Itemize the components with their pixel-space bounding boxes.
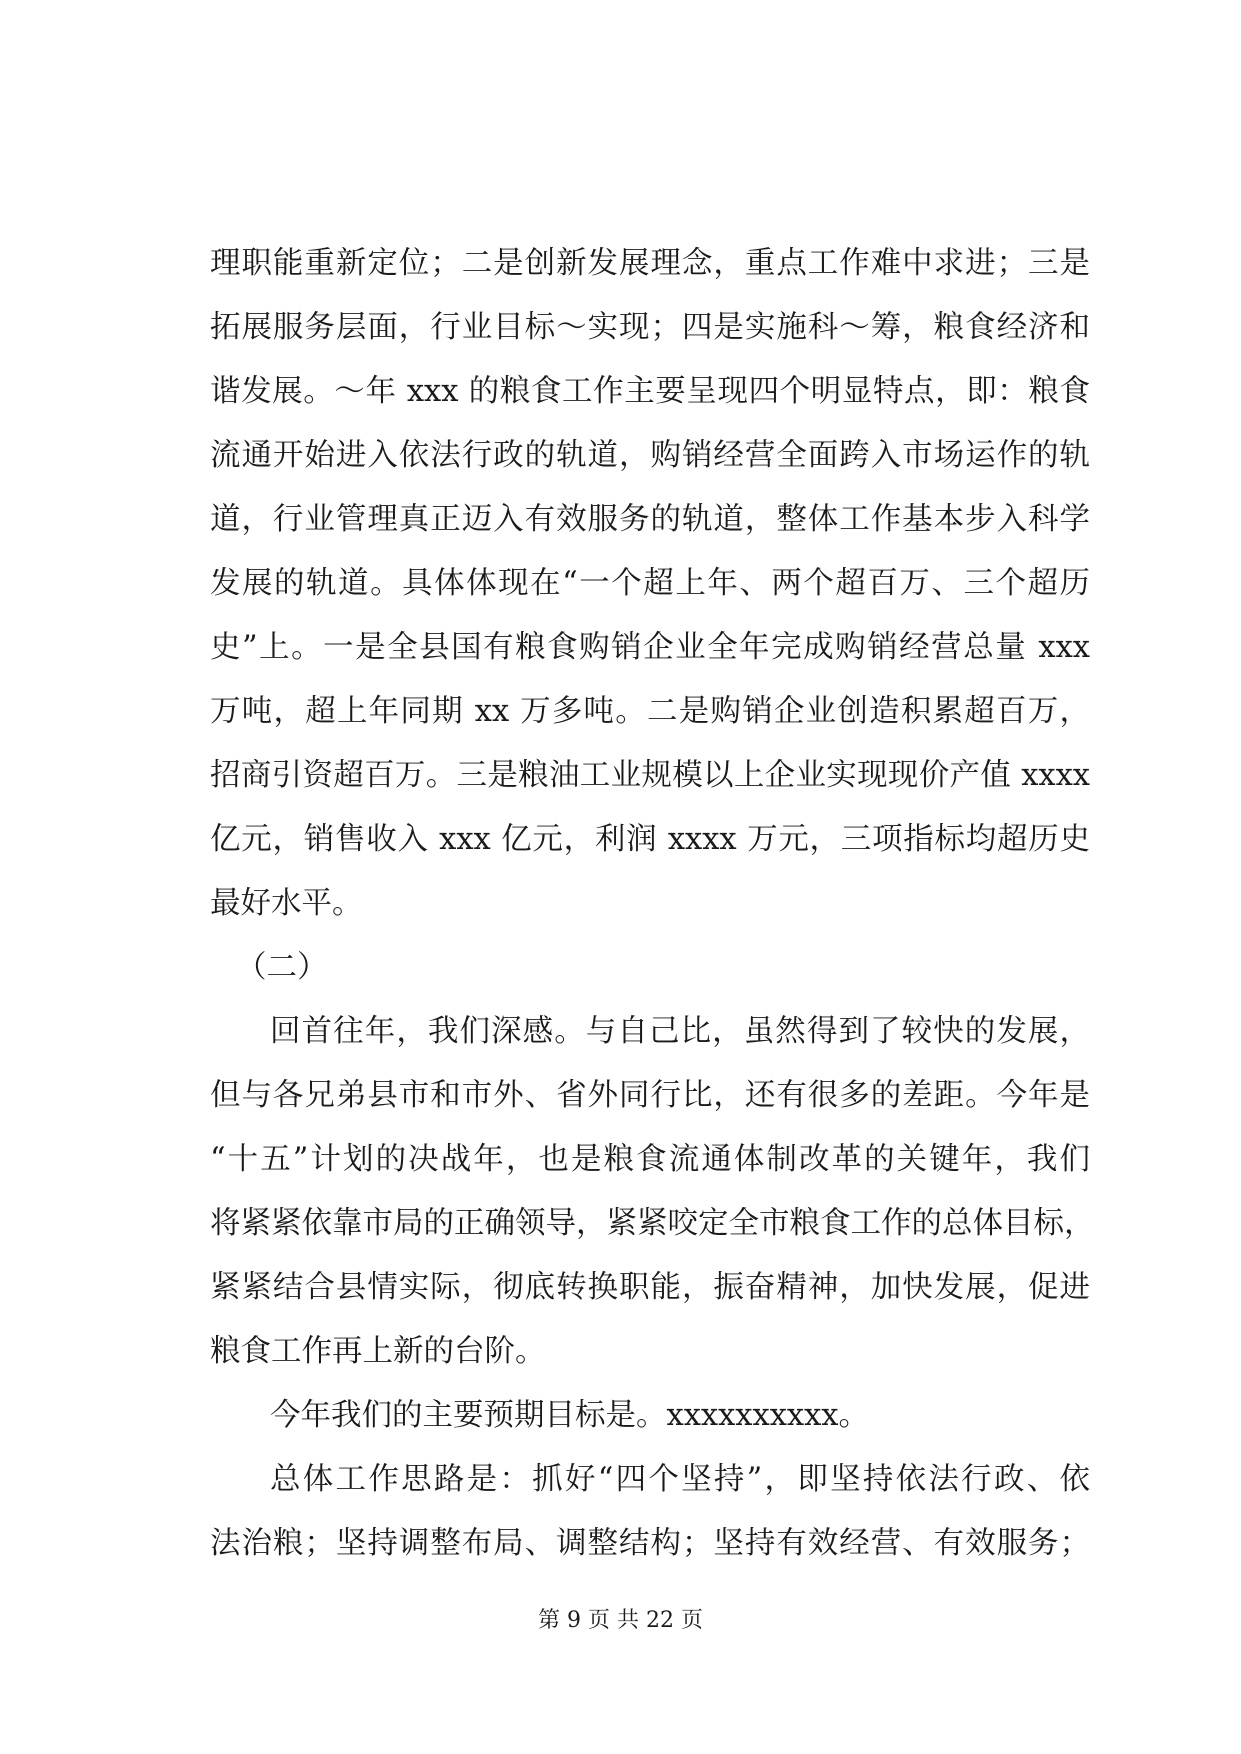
document-body <box>210 232 1095 1576</box>
text-line: 谐发展。～年 xxx 的粮食工作主要呈现四个明显特点，即：粮食 <box>210 374 1090 409</box>
text-line: 拓展服务层面，行业目标～实现；四是实施科～筹，粮食经济和 <box>210 310 1090 345</box>
text-line: 总体工作思路是：抓好“四个坚持”，即坚持依法行政、依 <box>270 1462 1090 1497</box>
paragraph-4 <box>210 1448 1090 1576</box>
text-line: 紧紧结合县情实际，彻底转换职能，振奋精神，加快发展，促进 <box>210 1270 1090 1305</box>
page-footer <box>0 1606 1241 1636</box>
paragraph-3 <box>210 1384 1090 1448</box>
text-line: 粮食工作再上新的台阶。 <box>210 1334 546 1369</box>
text-line: 理职能重新定位；二是创新发展理念，重点工作难中求进；三是 <box>210 246 1090 281</box>
paragraph-2 <box>210 1000 1095 1384</box>
text-line: 今年我们的主要预期目标是。xxxxxxxxxx。 <box>270 1398 870 1433</box>
text-line: 招商引资超百万。三是粮油工业规模以上企业实现现价产值 xxxx <box>210 758 1090 793</box>
text-line: 史”上。一是全县国有粮食购销企业全年完成购销经营总量 xxx <box>210 630 1090 665</box>
text-line: 发展的轨道。具体体现在“一个超上年、两个超百万、三个超历 <box>210 566 1090 601</box>
text-line: 但与各兄弟县市和市外、省外同行比，还有很多的差距。今年是 <box>210 1078 1090 1113</box>
text-line: “十五”计划的决战年，也是粮食流通体制改革的关键年，我们 <box>210 1142 1090 1177</box>
paragraph-1 <box>210 232 1090 936</box>
page-indicator: 第 9 页 共 22 页 <box>538 1608 703 1633</box>
text-line: 道，行业管理真正迈入有效服务的轨道，整体工作基本步入科学 <box>210 502 1090 537</box>
text-line: 万吨，超上年同期 xx 万多吨。二是购销企业创造积累超百万， <box>210 694 1090 729</box>
text-line: 亿元，销售收入 xxx 亿元，利润 xxxx 万元，三项指标均超历史 <box>210 822 1090 857</box>
section-heading: （二） <box>236 950 328 985</box>
text-line: 流通开始进入依法行政的轨道，购销经营全面跨入市场运作的轨 <box>210 438 1090 473</box>
text-line: 最好水平。 <box>210 886 363 921</box>
text-line: 法治粮；坚持调整布局、调整结构；坚持有效经营、有效服务； <box>210 1526 1090 1561</box>
text-line: 回首往年，我们深感。与自己比，虽然得到了较快的发展， <box>270 1014 1090 1049</box>
text-line: 将紧紧依靠市局的正确领导，紧紧咬定全市粮食工作的总体目标， <box>210 1206 1095 1241</box>
